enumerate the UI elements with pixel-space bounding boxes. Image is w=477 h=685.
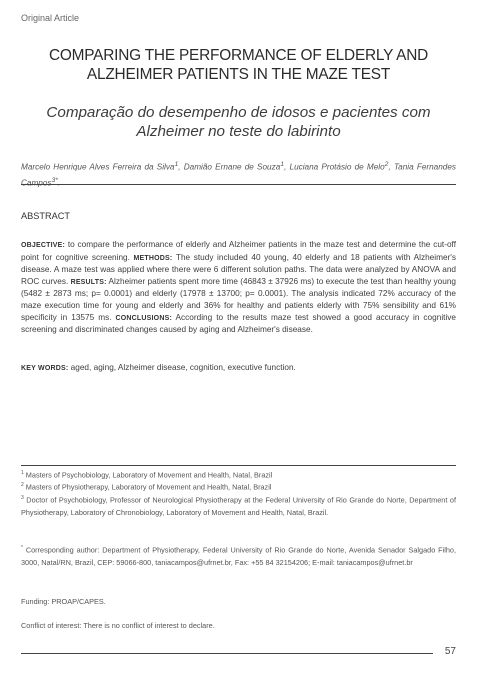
results-label: RESULTS: bbox=[70, 278, 107, 286]
author-name: Marcelo Henrique Alves Ferreira da Silva bbox=[21, 162, 175, 172]
keywords-text: aged, aging, Alzheimer disease, cognition, executive function. bbox=[68, 363, 296, 372]
methods-text: The study included 40 young, 40 elderly and 18 patients with Alzheimer's disease. A maze test was applied where there were 6 different solution paths. The data were analyzed by ANOVA and ROC curves. bbox=[21, 252, 456, 286]
author-list: Marcelo Henrique Alves Ferreira da Silva$^1$, Damião Ernane de Souza$^1$, Luciana Protásio de Melo$^2$, Tania Fernandes Campos$^{3*}$. bbox=[21, 161, 456, 188]
abstract-heading: ABSTRACT bbox=[21, 211, 71, 221]
footnote-affiliation-3 bbox=[21, 492, 456, 520]
title-portuguese-line-2: Alzheimer no teste do labirinto bbox=[136, 123, 341, 140]
title-english-line-2: ALZHEIMER PATIENTS IN THE MAZE TEST bbox=[86, 66, 391, 83]
corresponding-author-text: Corresponding author: Department of Physiotherapy, Federal University of Rio Grande do Norte, Avenida Senador Salgado Filho, 3000, Natal/RN, Brazil, CEP: 59066-800, taniacampos@ufrnet.br, Fax: +55 84 32154206; E-mail: taniacampos@ufrnet.br bbox=[21, 545, 456, 568]
title-english bbox=[20, 46, 457, 84]
footnote-text: Masters of Physiotherapy, Laboratory of Movement and Health, Natal, Brazil bbox=[23, 482, 272, 492]
corresponding-author-note bbox=[21, 542, 456, 570]
conclusions-text: According to the results maze test showed a good accuracy in cognitive screening and discriminated changes caused by aging and Alzheimer's disease. bbox=[21, 312, 456, 335]
methods-label: METHODS: bbox=[133, 254, 173, 262]
author-affiliation-mark: 3* bbox=[51, 176, 58, 184]
abstract-body bbox=[21, 239, 456, 336]
page-number: 57 bbox=[444, 646, 456, 657]
article-type-label: Original Article bbox=[21, 13, 80, 23]
author-name: Damião Ernane de Souza bbox=[183, 162, 281, 172]
author-affiliation-mark: 1 bbox=[174, 161, 179, 168]
footnote-text: Doctor of Psychobiology, Professor of Neurological Physiotherapy at the Federal University of Rio Grande do Norte, Department of Physiotherapy, Laboratory of Chronobiology, Laboratory of Movement and Health, Natal, Brazil. bbox=[21, 495, 456, 518]
funding-note: Funding: PROAP/CAPES. bbox=[21, 597, 106, 606]
footer-divider bbox=[21, 653, 433, 654]
objective-label: OBJECTIVE: bbox=[21, 242, 66, 249]
author-divider bbox=[21, 184, 456, 185]
keywords-label: KEY WORDS: bbox=[21, 365, 69, 372]
author-name: Luciana Protásio de Melo bbox=[289, 162, 385, 172]
conflict-of-interest-note: Conflict of interest: There is no conflict of interest to declare. bbox=[21, 621, 215, 630]
title-english-line-1: COMPARING THE PERFORMANCE OF ELDERLY AND bbox=[48, 47, 429, 64]
footnote-text: Masters of Psychobiology, Laboratory of Movement and Health, Natal, Brazil bbox=[23, 470, 273, 480]
conclusions-label: CONCLUSIONS: bbox=[115, 314, 172, 322]
footnote-mark: 2 bbox=[21, 482, 24, 488]
objective-text: to compare the performance of elderly and Alzheimer patients in the maze test and determine the cut-off point for cognitive screening. bbox=[21, 240, 456, 262]
title-portuguese-line-1: Comparação do desempenho de idosos e pacientes com bbox=[46, 104, 431, 121]
author-name: Tania Fernandes Campos bbox=[21, 162, 456, 188]
title-portuguese bbox=[20, 103, 457, 141]
author-affiliation-mark: 1 bbox=[280, 161, 285, 168]
author-affiliation-mark: 2 bbox=[384, 161, 389, 168]
results-text: Alzheimer patients spent more time (46843 ± 37926 ms) to execute the test than healthy young (5482 ± 2873 ms; p= 0.0001) and elderly (17978 ± 13700; p= 0.0001). The analysis indicated 72% accuracy of the maze execution time for young and elderly and 36% for healthy and patients elderly with 75% sensibility and 61% specificity in 13575 ms. bbox=[21, 276, 456, 322]
footnote-mark: 3 bbox=[21, 495, 24, 501]
footnote-divider bbox=[21, 465, 456, 466]
keywords-line bbox=[21, 362, 456, 375]
footnote-mark: 1 bbox=[21, 470, 24, 476]
footnote-mark: * bbox=[21, 545, 23, 551]
